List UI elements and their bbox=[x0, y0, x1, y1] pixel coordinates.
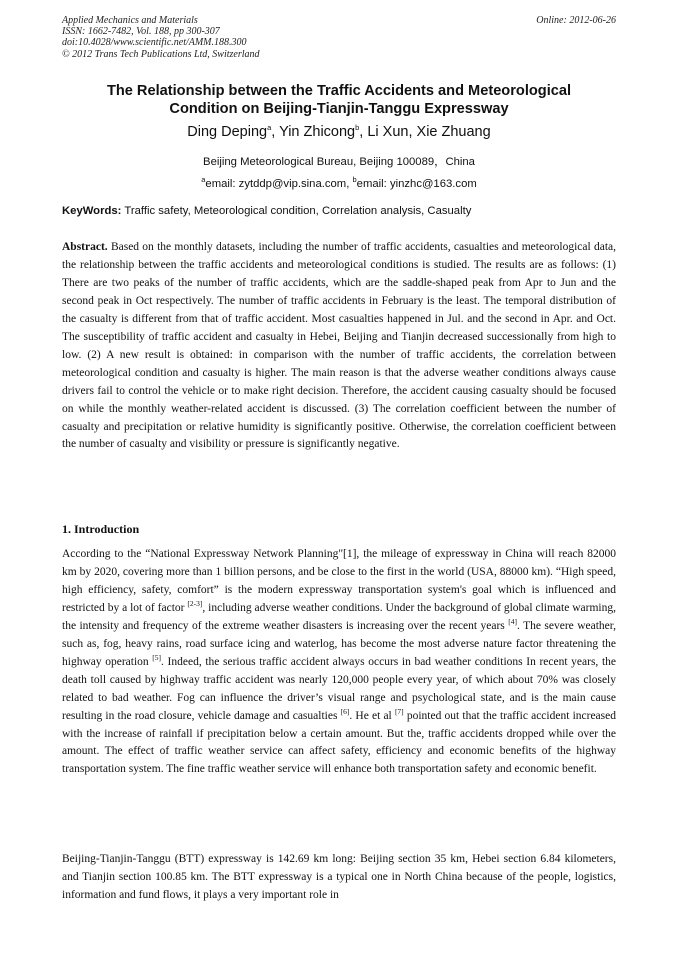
author-2-marker: b bbox=[355, 123, 360, 133]
intro-paragraph-1: According to the “National Expressway Network Planning"[1], the mileage of expressway in China will reach 82000 km by 2020, covering more than 1 billion persons, and be close to the first in the world (USA, 88000 km). “High speed, high efficiency, safety, comfort” is the modern expressway transportation system's goal which is influenced and restricted by a lot of factor [2-3], including adverse weather conditions. Under the background of global climate warming, the intensity and frequency of the extreme weather disasters is increasing over the recent years [4]. The severe weather, such as, fog, heavy rains, road surface icing and waterlog, has become the most adverse nature factor threatening the highway operation [5]. Indeed, the serious traffic accident always occurs in bad weather conditions In recent years, the death toll caused by highway traffic accident was nearly 120,000 people every year, of which about 70% was closely related to bad weather. Fog can influence the driver’s visual range and psychological state, and is the main cause resulting in the road closure, vehicle damage and casualties [6]. He et al [7] pointed out that the traffic accident increased with the increase of rainfall if precipitation below a certain amount. But the, traffic accidents dropped while over the amount. The effect of traffic weather service can affect safety, efficiency and economic benefits of the highway transportation system. The fine traffic weather service will enhance both transportation safety and economic benefit. bbox=[62, 548, 616, 776]
keywords-label: KeyWords: bbox=[62, 205, 122, 217]
abstract bbox=[62, 239, 616, 454]
affiliation: Beijing Meteorological Bureau, Beijing 100089，China bbox=[203, 156, 475, 168]
title-line-1: The Relationship between the Traffic Accidents and Meteorological bbox=[106, 83, 572, 99]
citation-ref: [2-3] bbox=[187, 599, 203, 609]
author-list: Ding Deping$^a$, Yin Zhicong$^b$, Li Xun, Xie Zhuang bbox=[187, 123, 491, 140]
issn-line: ISSN: 1662-7482, Vol. 188, pp 300-307 bbox=[62, 26, 220, 38]
email-b: email: yinzhc@163.com bbox=[356, 178, 477, 190]
intro-paragraph-2: Beijing-Tianjin-Tanggu (BTT) expressway is 142.69 km long: Beijing section 35 km, Hebei section 6.84 kilometers, and Tianjin section 100.85 km. The BTT expressway is a typical one in North China because of the people, logistics, information and fund flows, it plays a very important role in bbox=[62, 853, 616, 901]
author-2: Yin Zhicong bbox=[279, 124, 356, 140]
abstract-label: Abstract. bbox=[62, 241, 108, 253]
email-a: email: zytddp@vip.sina.com, bbox=[205, 178, 353, 190]
citation-ref: [4] bbox=[508, 616, 517, 626]
journal-header bbox=[62, 15, 260, 60]
other-authors: , Li Xun, Xie Zhuang bbox=[359, 124, 491, 140]
paper-title bbox=[62, 82, 616, 118]
title-line-2: Condition on Beijing-Tianjin-Tanggu Expressway bbox=[169, 101, 509, 117]
email-line bbox=[62, 175, 616, 190]
citation-ref: [5] bbox=[152, 652, 162, 662]
citation-ref: [6] bbox=[340, 706, 350, 716]
online-date: Online: 2012-06-26 bbox=[536, 15, 616, 26]
author-1-marker: a bbox=[267, 123, 272, 133]
doi-line: doi:10.4028/www.scientific.net/AMM.188.300 bbox=[62, 37, 247, 49]
journal-name: Applied Mechanics and Materials bbox=[62, 15, 198, 26]
citation-ref: [7] bbox=[394, 706, 404, 716]
email-b-marker: b bbox=[352, 175, 357, 185]
email-a-marker: a bbox=[201, 175, 206, 185]
copyright-line: © 2012 Trans Tech Publications Ltd, Switzerland bbox=[62, 48, 260, 60]
section-heading-introduction: 1. Introduction bbox=[62, 522, 140, 536]
keywords bbox=[62, 205, 616, 217]
author-1: Ding Deping bbox=[187, 124, 268, 140]
abstract-text: Based on the monthly datasets, including the number of traffic accidents, casualties and meteorological data, the relationship between the traffic accidents and meteorological conditions is studied. The results are as follows: (1) There are two peaks of the number of traffic accidents, which are the saddle-shaped peak from Apr to Jun and the second peak in Oct respectively. The number of traffic accidents in February is the least. The temporal distribution of the casualty is different from that of traffic accident. Most casualties happened in Jul. and the second in Apr. and Oct. The susceptibility of traffic accident and casualty in Hebei, Beijing and Tianjin decreased successionally from high to low. (2) A new result is obtained: in comparison with the number of traffic accidents, the correlation between meteorological condition and casualty is higher. The main reason is that the adverse weather conditions always cause drivers fail to control the vehicle or to make right decision. Therefore, the accident causing casualty should be focused on while the monthly weather-related accident is discussed. (3) The correlation coefficient between the number of casualty and precipitation or relative humidity is significantly positive. Otherwise, the correlation coefficient between the number of casualty and visibility or pressure is significantly negative. bbox=[62, 241, 616, 451]
keywords-text: Traffic safety, Meteorological condition, Correlation analysis, Casualty bbox=[121, 205, 472, 217]
